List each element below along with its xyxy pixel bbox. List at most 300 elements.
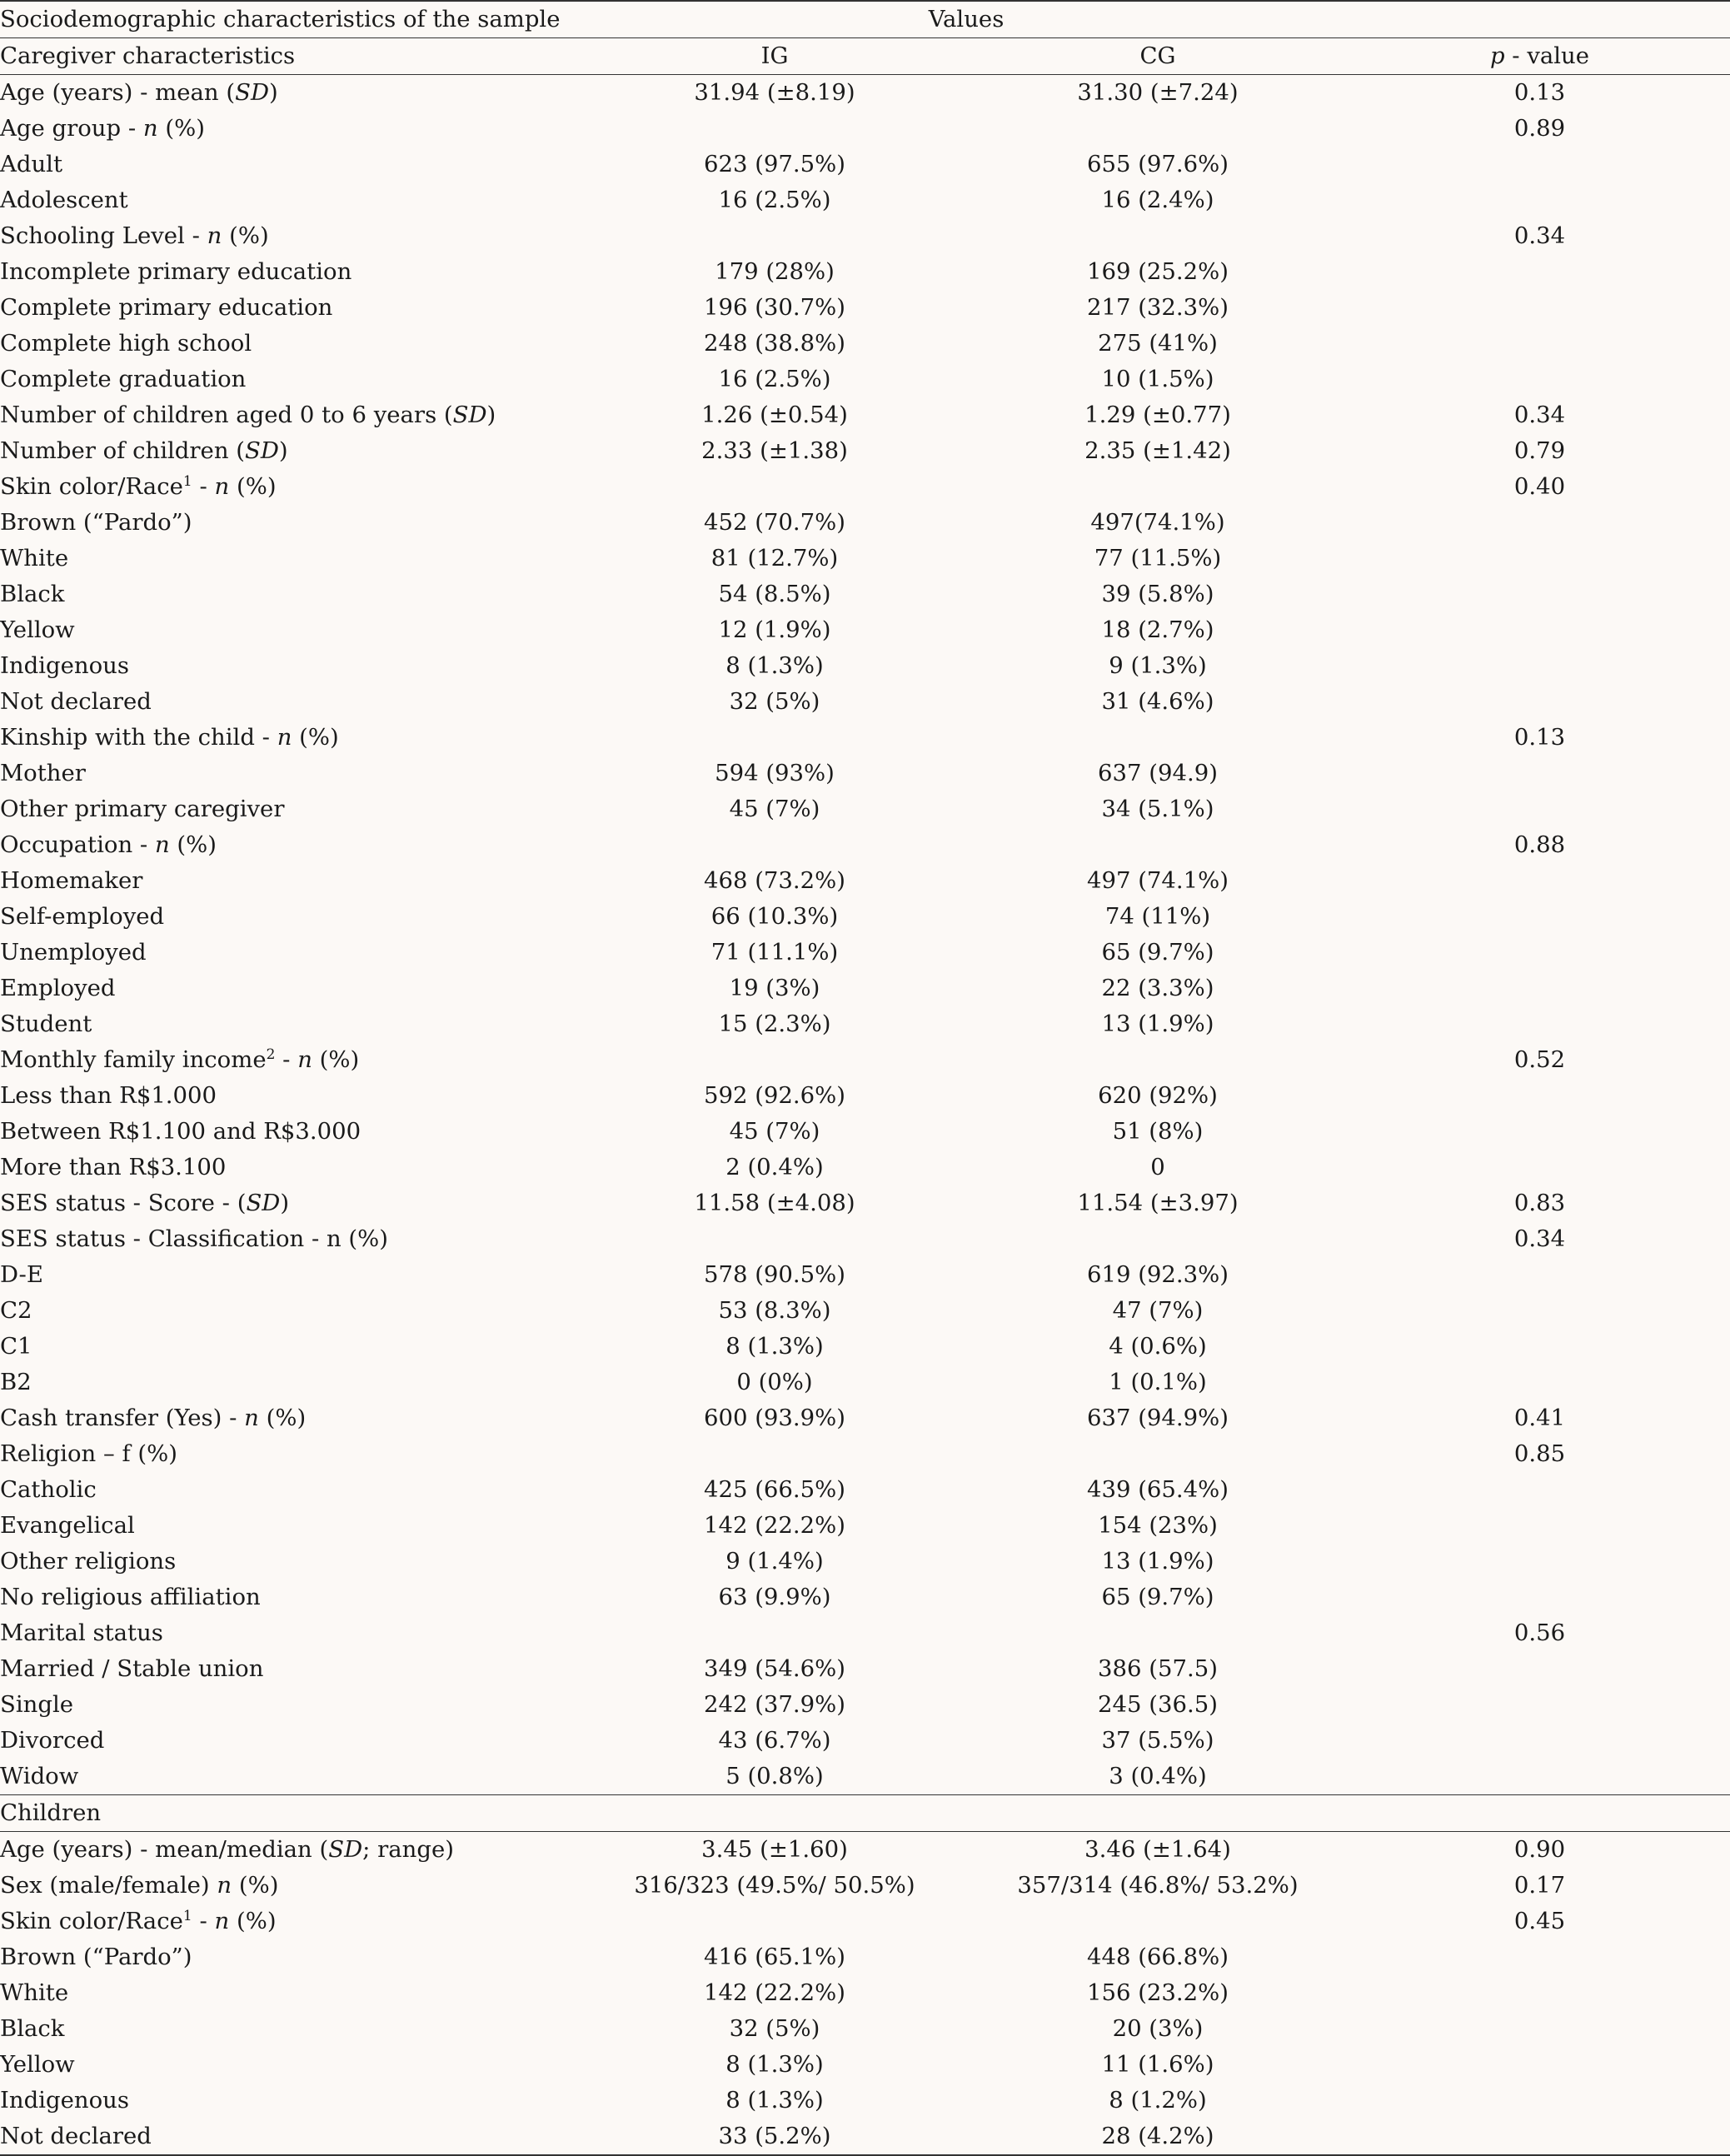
- label-part: SD: [452, 402, 487, 428]
- cg-value: 275 (41%): [1098, 330, 1218, 357]
- p-value: [1349, 612, 1730, 648]
- p-value: 0.52: [1513, 1046, 1566, 1073]
- label-part: Less than R$1.000: [0, 1082, 217, 1109]
- label-part: Homemaker: [0, 867, 143, 894]
- label-part: SD: [246, 1190, 281, 1216]
- label-part: (%): [169, 831, 217, 858]
- label-part: Brown (“Pardo”): [0, 509, 192, 536]
- ig-value: 349 (54.6%): [703, 1655, 846, 1682]
- p-value: [1349, 1544, 1730, 1580]
- ig-value: 142 (22.2%): [703, 1979, 846, 2006]
- row-label: [0, 218, 583, 254]
- label-part: Occupation -: [0, 831, 155, 858]
- table-row: [0, 756, 1730, 791]
- row-label: [0, 1975, 583, 2011]
- label-part: n: [277, 724, 292, 751]
- row-label: [0, 1904, 583, 1939]
- label-part: Widow: [0, 1763, 79, 1789]
- row-label: [0, 362, 583, 397]
- row-label: [0, 863, 583, 899]
- label-part: B2: [0, 1369, 32, 1395]
- ig-value: 16 (2.5%): [718, 366, 831, 392]
- cg-value: [966, 111, 1349, 147]
- label-part: Marital status: [0, 1619, 163, 1646]
- cg-value: 77 (11.5%): [1094, 545, 1222, 571]
- p-value: 0.34: [1513, 1225, 1566, 1252]
- table-row: [0, 1544, 1730, 1580]
- cg-value: 28 (4.2%): [966, 2119, 1349, 2155]
- cg-value: [966, 469, 1349, 505]
- ig-value: 452 (70.7%): [703, 509, 846, 536]
- row-label: [0, 254, 583, 290]
- cg-value: [966, 1042, 1349, 1078]
- label-part: (%): [229, 1908, 277, 1934]
- table-row: [0, 147, 1730, 182]
- row-label: [0, 720, 583, 756]
- ig-value: 8 (1.3%): [725, 652, 824, 679]
- table-row: [0, 1975, 1730, 2011]
- label-part: ): [269, 79, 278, 106]
- ig-value: 1.26 (±0.54): [701, 402, 848, 428]
- p-value: [1349, 1329, 1730, 1365]
- cg-value: 217 (32.3%): [1086, 294, 1229, 321]
- label-part: (%): [229, 473, 277, 500]
- row-label: [0, 684, 583, 720]
- p-value: [1349, 1150, 1730, 1185]
- ig-value: 594 (93%): [715, 760, 835, 786]
- row-label: [0, 1078, 583, 1114]
- row-label: [0, 433, 583, 469]
- label-part: Black: [0, 2015, 65, 2042]
- table-row: [0, 648, 1730, 684]
- label-part: SD: [328, 1836, 363, 1863]
- ig-value: 32 (5%): [729, 2015, 820, 2042]
- p-value: [1349, 971, 1730, 1006]
- p-value: [1349, 863, 1730, 899]
- table-row: [0, 1436, 1730, 1472]
- label-part: Schooling Level -: [0, 222, 207, 249]
- table-row: [0, 290, 1730, 326]
- p-value: [1349, 1508, 1730, 1544]
- row-label: [0, 612, 583, 648]
- label-part: (%): [222, 222, 269, 249]
- p-value: [1349, 182, 1730, 218]
- row-label: [0, 827, 583, 863]
- cg-value: 154 (23%): [1098, 1512, 1218, 1539]
- label-part: n: [244, 1405, 259, 1431]
- row-label: [0, 1221, 583, 1257]
- label-part: Complete high school: [0, 330, 252, 357]
- row-label: [0, 1365, 583, 1400]
- ig-value: 248 (38.8%): [703, 330, 846, 357]
- cg-value: 20 (3%): [1112, 2015, 1204, 2042]
- ig-value: 66 (10.3%): [710, 903, 839, 930]
- cg-value: 8 (1.2%): [1109, 2087, 1207, 2114]
- ig-value: 81 (12.7%): [710, 545, 839, 571]
- row-label: [0, 971, 583, 1006]
- cg-value: 18 (2.7%): [1101, 616, 1214, 643]
- cg-value: 16 (2.4%): [1101, 187, 1214, 213]
- p-value: [1349, 1651, 1730, 1687]
- cg-value: 169 (25.2%): [1086, 258, 1229, 285]
- row-label: [0, 2119, 583, 2155]
- row-label: [0, 1436, 583, 1472]
- label-part: Yellow: [0, 2051, 75, 2078]
- label-part: Yellow: [0, 616, 75, 643]
- table-row: [0, 1006, 1730, 1042]
- table-row: [0, 218, 1730, 254]
- p-value: 0.56: [1513, 1619, 1566, 1646]
- table-row: [0, 935, 1730, 971]
- p-value: [1349, 756, 1730, 791]
- cg-value: 156 (23.2%): [1086, 1979, 1229, 2006]
- label-part: n: [217, 1872, 232, 1899]
- row-label: [0, 1759, 583, 1795]
- table-row: [0, 1904, 1730, 1939]
- label-part: 1: [182, 473, 192, 490]
- cg-value: 34 (5.1%): [1101, 796, 1214, 822]
- table-row: [0, 1472, 1730, 1508]
- p-value: [1349, 1006, 1730, 1042]
- cg-value: [966, 1436, 1349, 1472]
- section-label: [0, 1795, 583, 1832]
- label-part: More than R$3.100: [0, 1154, 227, 1180]
- section-row: [0, 1795, 1730, 1832]
- table-row: [0, 2047, 1730, 2083]
- p-value: 0.85: [1513, 1440, 1566, 1467]
- p-value: 0.89: [1513, 115, 1566, 142]
- cg-value: 386 (57.5): [1098, 1655, 1218, 1682]
- ig-value: 45 (7%): [729, 796, 820, 822]
- table-row: [0, 505, 1730, 541]
- label-part: Children: [0, 1799, 102, 1826]
- row-label: [0, 1185, 583, 1221]
- table-row: [0, 1615, 1730, 1651]
- label-part: n: [142, 115, 158, 142]
- label-part: Religion – f (%): [0, 1440, 177, 1467]
- table-row: [0, 576, 1730, 612]
- ig-value: 242 (37.9%): [703, 1691, 846, 1718]
- label-part: -: [192, 473, 215, 500]
- cg-value: [966, 1221, 1349, 1257]
- table-row: [0, 1114, 1730, 1150]
- ig-value: 179 (28%): [715, 258, 835, 285]
- table-row: [0, 2083, 1730, 2119]
- row-label: [0, 899, 583, 935]
- p-value: [1349, 2011, 1730, 2047]
- ig-value: [583, 469, 966, 505]
- table-row: [0, 1508, 1730, 1544]
- table-row: [0, 1832, 1730, 1869]
- p-value: 0.34: [1513, 402, 1566, 428]
- row-label: [0, 1472, 583, 1508]
- ig-value: [583, 1795, 966, 1832]
- label-part: White: [0, 545, 69, 571]
- p-value: [1349, 576, 1730, 612]
- label-part: (%): [157, 115, 205, 142]
- ig-value: 8 (1.3%): [725, 1333, 824, 1360]
- ig-value: 8 (1.3%): [725, 2087, 824, 2114]
- p-value: 0.41: [1513, 1405, 1566, 1431]
- label-part: Self-employed: [0, 903, 165, 930]
- p-value: 0.34: [1513, 222, 1566, 249]
- label-part: C1: [0, 1333, 32, 1360]
- label-part: No religious affiliation: [0, 1584, 261, 1610]
- table-row: [0, 2011, 1730, 2047]
- row-label: [0, 1832, 583, 1869]
- cg-value: 655 (97.6%): [1086, 151, 1229, 177]
- label-part: (%): [258, 1405, 307, 1431]
- p-value: 0.13: [1513, 724, 1566, 751]
- cg-value: [966, 218, 1349, 254]
- row-label: [0, 1544, 583, 1580]
- p-value: [1349, 254, 1730, 290]
- label-part: Monthly family income: [0, 1046, 267, 1073]
- table-row: [0, 469, 1730, 505]
- cg-value: 439 (65.4%): [1086, 1476, 1229, 1503]
- row-label: [0, 397, 583, 433]
- row-label: [0, 1006, 583, 1042]
- ig-value: 12 (1.9%): [718, 616, 831, 643]
- p-value: [1349, 1293, 1730, 1329]
- label-part: 1: [182, 1908, 192, 1924]
- label-part: Mother: [0, 760, 86, 786]
- row-label: [0, 505, 583, 541]
- label-part: Skin color/Race: [0, 473, 183, 500]
- label-part: Skin color/Race: [0, 1908, 183, 1934]
- p-value: [1349, 1939, 1730, 1975]
- p-value: [1349, 2083, 1730, 2119]
- p-value: [1349, 2047, 1730, 2083]
- p-value: [1349, 791, 1730, 827]
- cg-value: [966, 720, 1349, 756]
- cg-value: 620 (92%): [1098, 1082, 1218, 1109]
- p-value: [1349, 326, 1730, 362]
- cg-value: 448 (66.8%): [1086, 1944, 1229, 1970]
- cg-value: 74 (11%): [1104, 903, 1211, 930]
- caregiver-characteristics-header: Caregiver characteristics: [0, 38, 583, 75]
- table-row: [0, 1150, 1730, 1185]
- cg-value: 245 (36.5): [1098, 1691, 1218, 1718]
- table-row: [0, 899, 1730, 935]
- cg-value: 13 (1.9%): [1101, 1011, 1214, 1037]
- table-row: [0, 1651, 1730, 1687]
- ig-value: 31.94 (±8.19): [694, 79, 855, 106]
- label-part: Between R$1.100 and R$3.000: [0, 1118, 361, 1145]
- ig-value: 33 (5.2%): [583, 2119, 966, 2155]
- cg-value: 3 (0.4%): [1109, 1763, 1207, 1789]
- cg-value: 357/314 (46.8%/ 53.2%): [1017, 1872, 1299, 1899]
- ig-value: 196 (30.7%): [703, 294, 846, 321]
- ig-value: 15 (2.3%): [718, 1011, 831, 1037]
- ig-value: 416 (65.1%): [703, 1944, 846, 1970]
- label-part: Sex (male/female): [0, 1872, 217, 1899]
- title-row: [0, 1, 1730, 38]
- table-row: [0, 1759, 1730, 1795]
- p-value: [1349, 1795, 1730, 1832]
- row-label: [0, 326, 583, 362]
- cg-value: 2.35 (±1.42): [1084, 437, 1231, 464]
- label-part: Not declared: [0, 2123, 152, 2149]
- row-label: [0, 935, 583, 971]
- cg-value: [966, 1904, 1349, 1939]
- label-part: Married / Stable union: [0, 1655, 264, 1682]
- table-row: [0, 182, 1730, 218]
- cg-value: 51 (8%): [1112, 1118, 1204, 1145]
- label-part: Age (years) - mean/median (: [0, 1836, 329, 1863]
- p-value: [1349, 290, 1730, 326]
- label-part: D-E: [0, 1261, 43, 1288]
- label-part: Unemployed: [0, 939, 147, 966]
- table-row: [0, 541, 1730, 576]
- cg-value: [966, 1795, 1349, 1832]
- p-value: 0.83: [1513, 1190, 1566, 1216]
- p-value: [1349, 1114, 1730, 1150]
- ig-value: 623 (97.5%): [703, 151, 846, 177]
- label-part: Indigenous: [0, 2087, 129, 2114]
- ig-value: 53 (8.3%): [718, 1297, 831, 1324]
- values-header: Values: [583, 1, 1349, 38]
- p-value-header: [1349, 38, 1730, 75]
- ig-value: 45 (7%): [729, 1118, 820, 1145]
- label-part: SES status - Classification - n (%): [0, 1225, 389, 1252]
- ig-value: [583, 1042, 966, 1078]
- p-value: [1349, 1723, 1730, 1759]
- p-value: [1349, 362, 1730, 397]
- label-part: Kinship with the child -: [0, 724, 277, 751]
- p-value: [1349, 1078, 1730, 1114]
- label-part: Complete primary education: [0, 294, 333, 321]
- label-part: Incomplete primary education: [0, 258, 352, 285]
- row-label: [0, 756, 583, 791]
- label-part: (%): [232, 1872, 279, 1899]
- label-part: 2: [266, 1046, 276, 1063]
- cg-value: 65 (9.7%): [1101, 1584, 1214, 1610]
- row-label: [0, 2011, 583, 2047]
- table-row: [0, 254, 1730, 290]
- p-value: 0.88: [1513, 831, 1566, 858]
- table-row: [0, 827, 1730, 863]
- label-part: Catholic: [0, 1476, 97, 1503]
- row-label: [0, 1257, 583, 1293]
- table-row: [0, 720, 1730, 756]
- cg-value: 13 (1.9%): [1101, 1548, 1214, 1575]
- row-label: [0, 2083, 583, 2119]
- table-row: [0, 433, 1730, 469]
- row-label: [0, 1580, 583, 1615]
- table-row: [0, 1078, 1730, 1114]
- ig-value: [583, 1221, 966, 1257]
- row-label: [0, 147, 583, 182]
- label-part: Not declared: [0, 688, 152, 715]
- label-part: Adult: [0, 151, 63, 177]
- ig-value: [583, 827, 966, 863]
- p-value: [1349, 935, 1730, 971]
- row-label: [0, 791, 583, 827]
- p-value: [1349, 1975, 1730, 2011]
- p-italic: p: [1489, 42, 1505, 69]
- p-value: [1349, 2119, 1730, 2155]
- ig-value: 2 (0.4%): [725, 1154, 824, 1180]
- ig-value: 8 (1.3%): [725, 2051, 824, 2078]
- p-value: 0.90: [1513, 1836, 1566, 1863]
- label-part: Divorced: [0, 1727, 105, 1754]
- table-row: [0, 1257, 1730, 1293]
- row-label: [0, 1508, 583, 1544]
- table-body: [0, 1, 1730, 2155]
- table-row: [0, 75, 1730, 112]
- row-label: [0, 111, 583, 147]
- cg-value: 37 (5.5%): [1101, 1727, 1214, 1754]
- row-label: [0, 1615, 583, 1651]
- cg-value: 31.30 (±7.24): [1077, 79, 1239, 106]
- table-row: [0, 326, 1730, 362]
- ig-value: [583, 111, 966, 147]
- cg-value: [966, 827, 1349, 863]
- table-row: [0, 1293, 1730, 1329]
- label-part: (%): [312, 1046, 360, 1073]
- ig-value: 71 (11.1%): [710, 939, 839, 966]
- row-label: [0, 182, 583, 218]
- table-row: [0, 684, 1730, 720]
- label-part: -: [275, 1046, 298, 1073]
- row-label: [0, 75, 583, 112]
- table-row: [0, 2119, 1730, 2155]
- p-value: [1349, 684, 1730, 720]
- label-part: White: [0, 1979, 69, 2006]
- ig-value: 142 (22.2%): [703, 1512, 846, 1539]
- row-label: [0, 469, 583, 505]
- ig-value: 0 (0%): [736, 1369, 813, 1395]
- cg-value: 65 (9.7%): [1101, 939, 1214, 966]
- p-value: 0.40: [1513, 473, 1566, 500]
- ig-value: 43 (6.7%): [718, 1727, 831, 1754]
- ig-value: 11.58 (±4.08): [694, 1190, 855, 1216]
- row-label: [0, 541, 583, 576]
- p-value: 0.13: [1513, 79, 1566, 106]
- row-label: [0, 290, 583, 326]
- label-part: Black: [0, 581, 65, 607]
- ig-value: 54 (8.5%): [718, 581, 831, 607]
- p-value: 0.79: [1513, 437, 1566, 464]
- table-title: Sociodemographic characteristics of the sample: [0, 1, 583, 38]
- p-value: [1349, 1257, 1730, 1293]
- table-row: [0, 1042, 1730, 1078]
- cg-value: 637 (94.9%): [1086, 1405, 1229, 1431]
- label-part: Age group -: [0, 115, 143, 142]
- ig-value: 592 (92.6%): [703, 1082, 846, 1109]
- cg-value: [966, 1615, 1349, 1651]
- label-part: -: [192, 1908, 215, 1934]
- cg-value: 497 (74.1%): [1086, 867, 1229, 894]
- table-row: [0, 1939, 1730, 1975]
- p-value: [1349, 541, 1730, 576]
- cg-value: 22 (3.3%): [1101, 975, 1214, 1001]
- cg-value: 11 (1.6%): [1101, 2051, 1214, 2078]
- p-value: 0.17: [1513, 1872, 1566, 1899]
- row-label: [0, 1042, 583, 1078]
- ig-value: 9 (1.4%): [725, 1548, 824, 1575]
- p-value: [1349, 648, 1730, 684]
- row-label: [0, 648, 583, 684]
- ig-value: 5 (0.8%): [725, 1763, 824, 1789]
- table-row: [0, 397, 1730, 433]
- ig-value: 63 (9.9%): [718, 1584, 831, 1610]
- table-row: [0, 111, 1730, 147]
- empty-cell: [1349, 1, 1730, 38]
- cg-value: 31 (4.6%): [1101, 688, 1214, 715]
- ig-value: 600 (93.9%): [703, 1405, 846, 1431]
